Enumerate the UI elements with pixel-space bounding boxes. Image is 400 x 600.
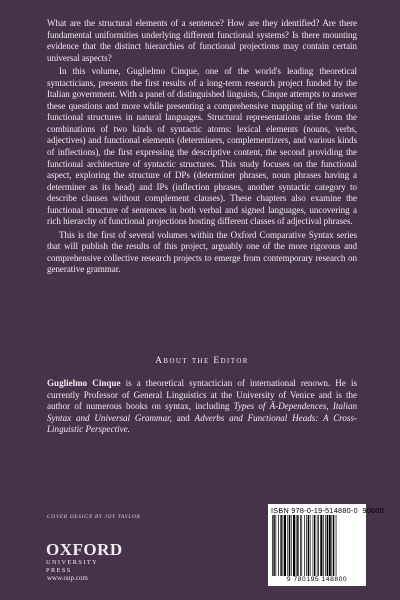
barcode-bar bbox=[336, 515, 337, 576]
isbn-label bbox=[271, 506, 385, 515]
cover-design-credit: COVER DESIGN BY JOY TAYLOR bbox=[47, 514, 141, 520]
isbn-text: ISBN 978-0-19-514880-0 bbox=[271, 506, 358, 515]
barcode-bar bbox=[325, 515, 326, 576]
editor-bio bbox=[47, 378, 357, 436]
barcode-bar bbox=[301, 515, 302, 576]
editor-bio-text-2: and bbox=[171, 412, 195, 423]
barcode-bar bbox=[293, 515, 295, 576]
publisher-url: www.oup.com bbox=[47, 574, 88, 582]
barcode-bar bbox=[278, 515, 279, 576]
barcode-bar bbox=[273, 515, 274, 576]
barcode-bar bbox=[329, 515, 331, 576]
editor-bio-text-1: is a theoretical syntactician of international renown. He is currently Professor of General Linguistics at the University of Venice and is the author of numerous books on syntax, including bbox=[47, 378, 357, 412]
barcode-bar bbox=[308, 515, 309, 576]
publisher-name: OXFORD bbox=[46, 540, 123, 559]
editor-book-title-2: Adverbs and Functional Heads: A Cross-Linguistic Perspective. bbox=[47, 412, 357, 435]
description-paragraph-3: This is the first of several volumes within the Oxford Comparative Syntax series that will publish the results of this project, arguably one of the more rigorous and comprehensive collective research projects to emerge from contemporary research on generative grammar. bbox=[47, 229, 357, 275]
barcode-bar bbox=[283, 515, 284, 576]
barcode-bar bbox=[272, 515, 273, 576]
barcode-bar bbox=[323, 515, 324, 576]
barcode-icon bbox=[272, 515, 362, 576]
publisher-subtitle: UNIVERSITY PRESS bbox=[46, 559, 98, 574]
barcode-bar bbox=[306, 515, 307, 576]
barcode-bar bbox=[313, 515, 314, 576]
about-editor-heading: About the Editor bbox=[155, 356, 249, 366]
barcode-panel bbox=[268, 504, 385, 586]
barcode-bar bbox=[297, 515, 298, 576]
barcode-bar bbox=[284, 515, 286, 576]
barcode-bar bbox=[280, 515, 281, 576]
barcode-bar bbox=[332, 515, 333, 576]
barcode-bar bbox=[333, 515, 334, 576]
barcode-bar bbox=[276, 515, 277, 576]
description-paragraph-2: In this volume, Guglielmo Cinque, one of the world's leading theoretical syntacticians, presents the first results of a long-term research project funded by the Italian government. With a panel of distinguished linguists, Cinque attempts to answer these questions and more while presenting a comprehensive mapping of the various functional structures in natural languages. Structural representations arise from the combinations of two kinds of syntactic atoms: lexical elements (nouns, verbs, adjectives) and functional elements (determiners, complementizers, and various kinds of inflections), the first expressing the descriptive content, the second providing the functional architecture of syntactic structures. This study focuses on the functional aspect, exploring the structure of DPs (determiner phrases, noun phrases having a determiner as its head) and IPs (inflection phrases, another syntactic category to describe clauses without complement clauses). These chapters also examine the functional structure of sentences in both verbal and signed languages, uncovering a rich hierarchy of functional projections hosting different classes of adjectival phrases. bbox=[47, 66, 357, 227]
editor-name: Guglielmo Cinque bbox=[47, 378, 121, 388]
barcode-bar bbox=[310, 515, 311, 576]
barcode-bar bbox=[296, 515, 297, 576]
barcode-bar bbox=[314, 515, 315, 576]
description-paragraph-1: What are the structural elements of a sentence? How are they identified? Are there fundamental uniformities underlying different functional systems? Is there mounting evidence that the distinct hierarchies of functional projections may contain certain universal aspects? bbox=[47, 18, 357, 63]
barcode-bar bbox=[300, 515, 301, 576]
publisher-logo bbox=[46, 541, 126, 575]
barcode-bar bbox=[304, 515, 305, 576]
barcode-bar bbox=[289, 515, 290, 576]
barcode-bar bbox=[287, 515, 288, 576]
barcode-bar bbox=[291, 515, 292, 576]
editor-book-title-1: Types of Ā-Dependences, Italian Syntax and Universal Grammar, bbox=[47, 401, 357, 423]
book-description bbox=[47, 18, 357, 276]
barcode-bar bbox=[318, 515, 319, 576]
barcode-bar bbox=[317, 515, 318, 576]
barcode-bar bbox=[327, 515, 328, 576]
barcode-digits: 9 780195 148800 bbox=[286, 576, 348, 583]
price-code: 90000 bbox=[362, 506, 385, 515]
barcode-bar bbox=[320, 515, 322, 576]
